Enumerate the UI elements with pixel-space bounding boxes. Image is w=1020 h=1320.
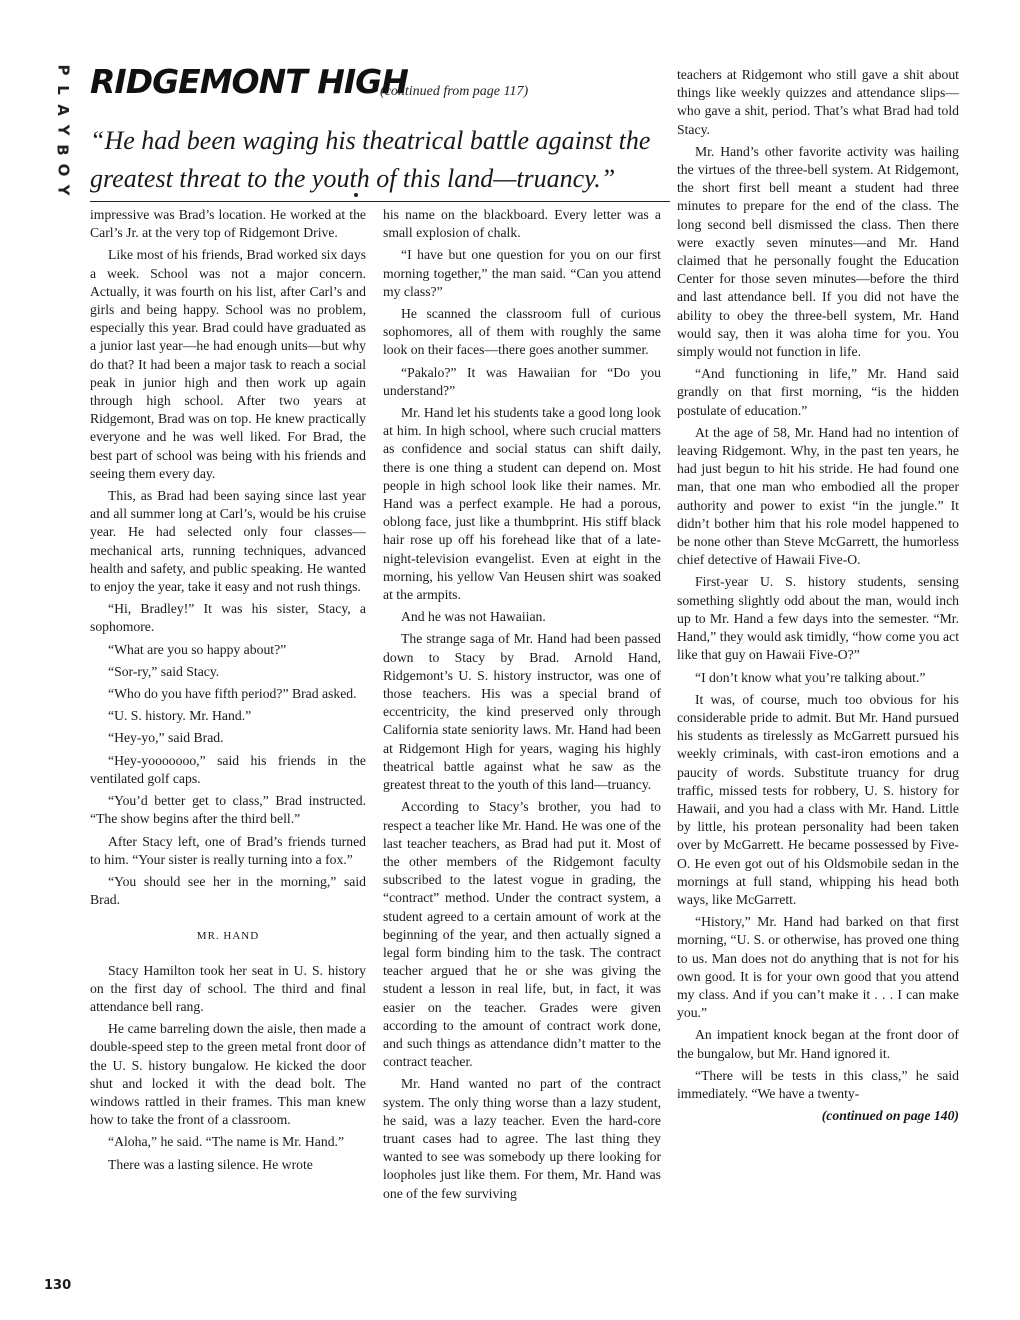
magazine-letter: Y [54,184,72,196]
paragraph: “There will be tests in this class,” he said immediately. “We have a twenty- [677,1067,959,1101]
magazine-letter: B [54,144,72,156]
paragraph: “I don’t know what you’re talking about.” [695,669,926,685]
magazine-letter: O [53,163,72,177]
paragraph: “Sor-ry,” said Stacy. [108,663,220,679]
paragraph: “Pakalo?” It was Hawaiian for “Do you understand?” [383,364,661,398]
paragraph: Mr. Hand’s other favorite activity was hailing the virtues of the three-bell system. At Ridgemont, the short first bell meant a student had three minutes to prepare for the end of the class. The long second bell dismissed the class. Then there were exactly seven minutes—and Mr. Hand claimed that he personally fought the Education Center for those seven minutes—before the third and last attendance bell. If you did not have the ability to obey the three-bell system, Mr. Hand would say, then it was aloha time for you. You simply would not function in life. [677,143,959,360]
paragraph: It was, of course, much too obvious for his considerable pride to admit. But Mr. Hand pursued his students as tirelessly as McGarrett pursued his weekly criminals, with cast-iron emotions and a paucity of words. Substitute truancy for drug traffic, missed tests for robbery, U. S. history for Hawaii, and you had a class with Mr. Hand. Little by little, his protean personality had been taken over by McGarrett. He became possessed by Five-O. He even got out of his Oldsmobile sedan in the mornings at full stand, whipping his head both ways, like McGarrett. [677,691,959,907]
page-number: 130 [44,1278,72,1293]
paragraph: He scanned the classroom full of curious sophomores, all of them with roughly the same look on their faces—there goes another summer. [383,306,661,358]
paragraph: “You should see her in the morning,” said Brad. [90,873,366,908]
paragraph: And he was not Hawaiian. [401,609,546,625]
paragraph: At the age of 58, Mr. Hand had no intention of leaving Ridgemont. Why, in the past ten years, he had just begun to hit his stride. He had found one man, that one man who embodied all the proper authority and power to exist “in the jungle.” It didn’t bother him that his role model happened to be none other than Steve McGarrett, the humorless chief detective of Hawaii Five-O. [677,424,959,568]
paragraph: He came barreling down the aisle, then made a double-speed step to the green metal front door of the U. S. history bungalow. He kicked the door shut and locked it with the dead bolt. The windows rattled in their frames. This man knew how to take the front of a classroom. [90,1021,366,1128]
text-column-3 [677,66,959,1129]
paragraph: According to Stacy’s brother, you had to respect a teacher like Mr. Hand. He was one of the last teacher teachers, as Brad had put it. Most of the other members of the Ridgemont faculty subscribed to the latest vogue in grading, the “contract” method. Under the contract system, a student agreed to a certain amount of work at the beginning of the year, and then actually signed a legal form binding him to the task. The contract teacher argued that he or she was giving the student a lesson in real life, but, in fact, it was easier on the teacher. Grades were given according to the amount of contract work done, and such things as attendance didn’t matter to the contract teacher. [383,799,661,1070]
paragraph: An impatient knock began at the front door of the bungalow, but Mr. Hand ignored it. [677,1027,959,1061]
paragraph: “Who do you have fifth period?” Brad asked. [108,686,357,702]
paragraph: “History,” Mr. Hand had barked on that first morning, “U. S. or otherwise, has proved one thing to us. Man does not do anything that is not for his own good. It is for your own good that you attend my class. And if you can’t make it . . . I can make you.” [677,914,959,1021]
paragraph: This, as Brad had been saying since last year and all summer long at Carl’s, would be his cruise year. He had selected only four classes—mechanical arts, running techniques, advanced health and safety, and public speaking. He wanted to enjoy the year, take it easy and not rush things. [90,488,366,595]
paragraph: “Hey-yo,” said Brad. [108,730,224,746]
paragraph: “And functioning in life,” Mr. Hand said grandly on that first morning, “is the hidden postulate of education.” [677,366,959,418]
magazine-letter: P [54,64,72,76]
paragraph: “You’d better get to class,” Brad instructed. “The show begins after the third bell.” [90,793,366,827]
header-rule [90,201,670,202]
continued-on-label: (continued on page 140) [821,1108,959,1124]
paragraph: “What are you so happy about?” [108,641,287,657]
paragraph: impressive was Brad’s location. He worked at the Carl’s Jr. at the very top of Ridgemont Drive. [90,207,366,241]
paragraph: his name on the blackboard. Every letter was a small explosion of chalk. [383,207,661,241]
paragraph: “U. S. history. Mr. Hand.” [108,708,252,724]
article-title: RIDGEMONT HIGH [90,62,408,101]
magazine-letter: Y [54,124,72,136]
magazine-letter: A [53,104,72,116]
paragraph: “Hi, Bradley!” It was his sister, Stacy, a sophomore. [90,601,366,635]
magazine-name-vertical [50,60,76,200]
article-header [90,62,670,108]
paragraph: Stacy Hamilton took her seat in U. S. history on the first day of school. The third and final attendance bell rang. [90,962,366,1014]
rule-ornament [354,193,358,197]
section-heading: MR. HAND [196,930,260,943]
magazine-letter: L [54,85,72,95]
paragraph: First-year U. S. history students, sensing something slightly odd about the man, would inch up to Mr. Hand a few days into the semester. “Mr. Hand,” they would ask timidly, “how come you act like that guy on Hawaii Five-O?” [677,574,959,663]
paragraph: After Stacy left, one of Brad’s friends turned to him. “Your sister is really turning into a fox.” [90,833,366,867]
text-column-2 [383,206,661,1207]
paragraph: Like most of his friends, Brad worked six days a week. School was not a major concern. Actually, it was fourth on his list, after Carl’s and girls and being happy. School was no problem, especially this year. Brad could have graduated as a junior last year—he had enough units—but why do that? It had been a major task to reach a social peak in junior high and then work up again through high school. After two years at Ridgemont, Brad was on top. He knew practically everyone and he was well liked. For Brad, the best part of school was being with his friends and seeing them every day. [90,247,366,481]
paragraph: “Hey-yooooooo,” said his friends in the ventilated golf caps. [90,752,366,786]
paragraph: Mr. Hand wanted no part of the contract system. The only thing worse than a lazy student, he said, was a lazy teacher. Even the hard-core truant cases had to agree. The last thing they wanted to see was somebody up there looking for loopholes just like them. For them, Mr. Hand was one of the few surviving [383,1076,661,1201]
paragraph: There was a lasting silence. He wrote [108,1156,313,1172]
paragraph: The strange saga of Mr. Hand had been passed down to Stacy by Brad. Arnold Hand, Ridgemont’s U. S. history instructor, was one of those teachers. His was a special brand of eccentricity, the kind preserved only through California state seniority laws. Mr. Hand had been at Ridgemont High for years, waging his highly theatrical battle against what he saw as the greatest threat to the youth of this land—truancy. [383,631,661,793]
paragraph: “Aloha,” he said. “The name is Mr. Hand.” [108,1134,345,1150]
pull-quote: “He had been waging his theatrical battle against the greatest threat to the youth of this land—truancy.” [90,126,651,193]
paragraph: teachers at Ridgemont who still gave a shit about things like weekly quizzes and attendance slips—who gave a shit, period. That’s what Brad had told Stacy. [677,67,959,137]
paragraph: “I have but one question for you on our first morning together,” the man said. “Can you attend my class?” [383,247,661,299]
continued-from-label: (continued from page 117) [380,84,529,99]
text-column-1 [90,206,366,1178]
paragraph: Mr. Hand let his students take a good long look at him. In high school, where such crucial matters as confidence and social status can shift daily, there is one thing a student can depend on. Most people in high school look like their names. Mr. Hand was a perfect example. He had a porous, oblong face, just like a thumbprint. His stiff black hair rose up off his forehead like that of a late-night-television evangelist. Even at eight in the morning, his yellow Van Heusen shirt was soaked at the armpits. [383,405,661,603]
